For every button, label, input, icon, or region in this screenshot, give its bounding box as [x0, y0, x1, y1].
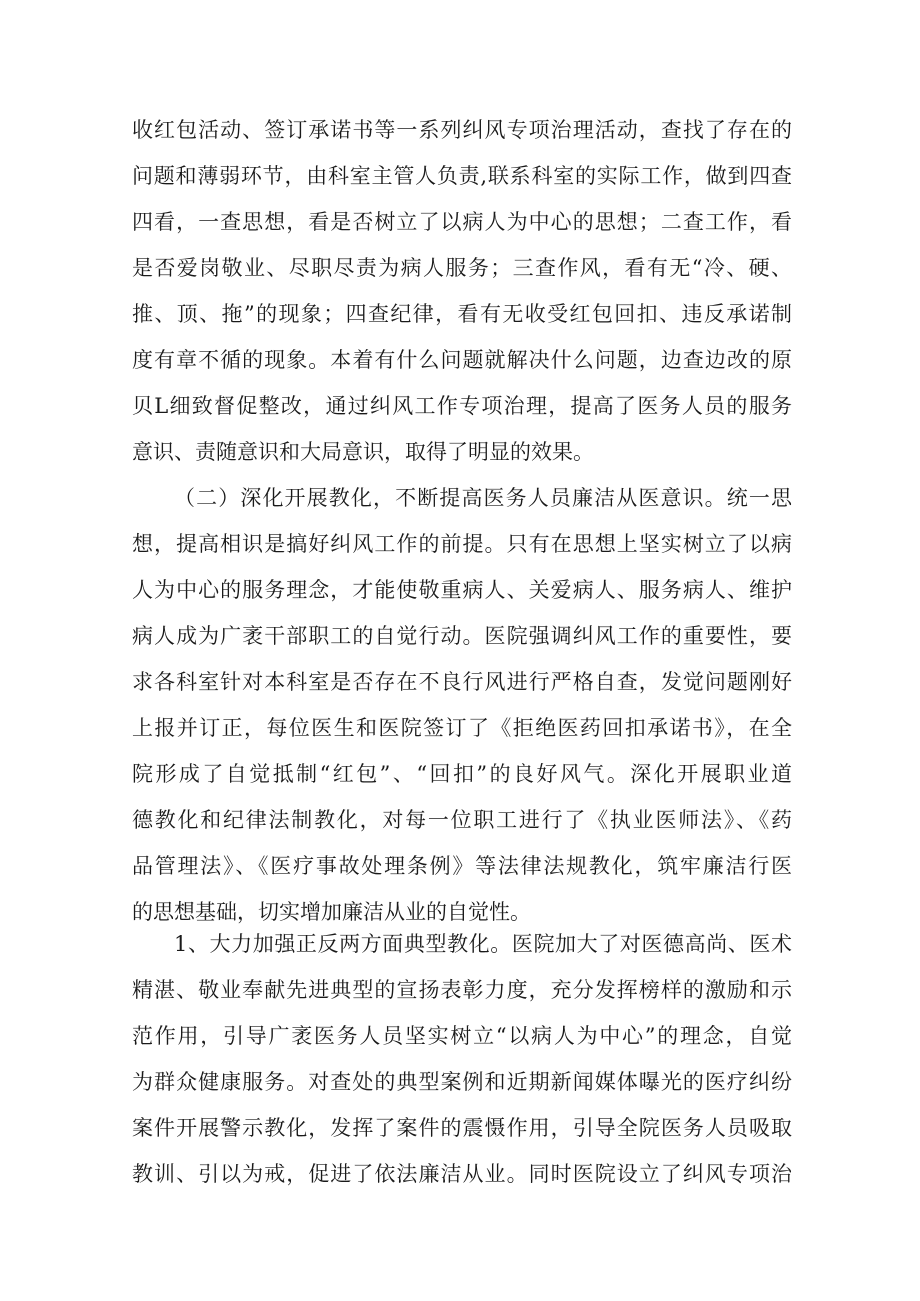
paragraph-line: 范作用，引导广袤医务人员坚实树立“以病人为中心”的理念，自觉 [132, 1024, 792, 1048]
paragraph-line: 贝L细致督促整改，通过纠风工作专项治理，提高了医务人员的服务 [132, 394, 792, 418]
paragraph-line: 为群众健康服务。对查处的典型案例和近期新闻媒体曝光的医疗纠纷 [132, 1070, 792, 1094]
paragraph-line: 求各科室针对本科室是否存在不良行风进行严格自查，发觉问题刚好 [132, 670, 792, 694]
paragraph-line: 案件开展警示教化，发挥了案件的震慑作用，引导全院医务人员吸取 [132, 1116, 792, 1140]
paragraph-line: 病人成为广袤干部职工的自觉行动。医院强调纠风工作的重要性，要 [132, 624, 792, 648]
paragraph-line: 品管理法》、《医疗事故处理条例》等法律法规教化，筑牢廉洁行医 [132, 854, 792, 878]
paragraph-line: 人为中心的服务理念，才能使敬重病人、关爱病人、服务病人、维护 [132, 578, 792, 602]
paragraph-line: 1、大力加强正反两方面典型教化。医院加大了对医德高尚、医术 [174, 932, 792, 956]
paragraph-line: 问题和薄弱环节，由科室主管人负责,联系科室的实际工作，做到四查 [132, 164, 792, 188]
paragraph-line: 教训、引以为戒，促进了依法廉洁从业。同时医院设立了纠风专项治 [132, 1162, 792, 1186]
paragraph-line: 收红包活动、签订承诺书等一系列纠风专项治理活动，查找了存在的 [132, 118, 792, 142]
paragraph-line: 意识、责随意识和大局意识，取得了明显的效果。 [132, 440, 594, 464]
paragraph-line: 精湛、敬业奉献先进典型的宣扬表彰力度，充分发挥榜样的激励和示 [132, 978, 792, 1002]
paragraph-line: 院形成了自觉抵制“红包”、“回扣”的良好风气。深化开展职业道 [132, 762, 792, 786]
paragraph-line: 四看，一查思想，看是否树立了以病人为中心的思想；二查工作，看 [132, 210, 792, 234]
paragraph-line: 是否爱岗敬业、尽职尽责为病人服务；三查作风，看有无“冷、硬、 [132, 256, 792, 280]
paragraph-line: 上报并订正，每位医生和医院签订了《拒绝医药回扣承诺书》，在全 [132, 716, 792, 740]
paragraph-line: 推、顶、拖”的现象；四查纪律，看有无收受红包回扣、违反承诺制 [132, 302, 792, 326]
paragraph-line: 德教化和纪律法制教化，对每一位职工进行了《执业医师法》、《药 [132, 808, 792, 832]
paragraph-line: （二）深化开展教化，不断提高医务人员廉洁从医意识。统一思 [174, 486, 792, 510]
paragraph-line: 度有章不循的现象。本着有什么问题就解决什么问题，边查边改的原 [132, 348, 792, 372]
paragraph-line: 的思想基础，切实增加廉洁从业的自觉性。 [132, 900, 531, 924]
paragraph-line: 想，提高相识是搞好纠风工作的前提。只有在思想上坚实树立了以病 [132, 532, 792, 556]
